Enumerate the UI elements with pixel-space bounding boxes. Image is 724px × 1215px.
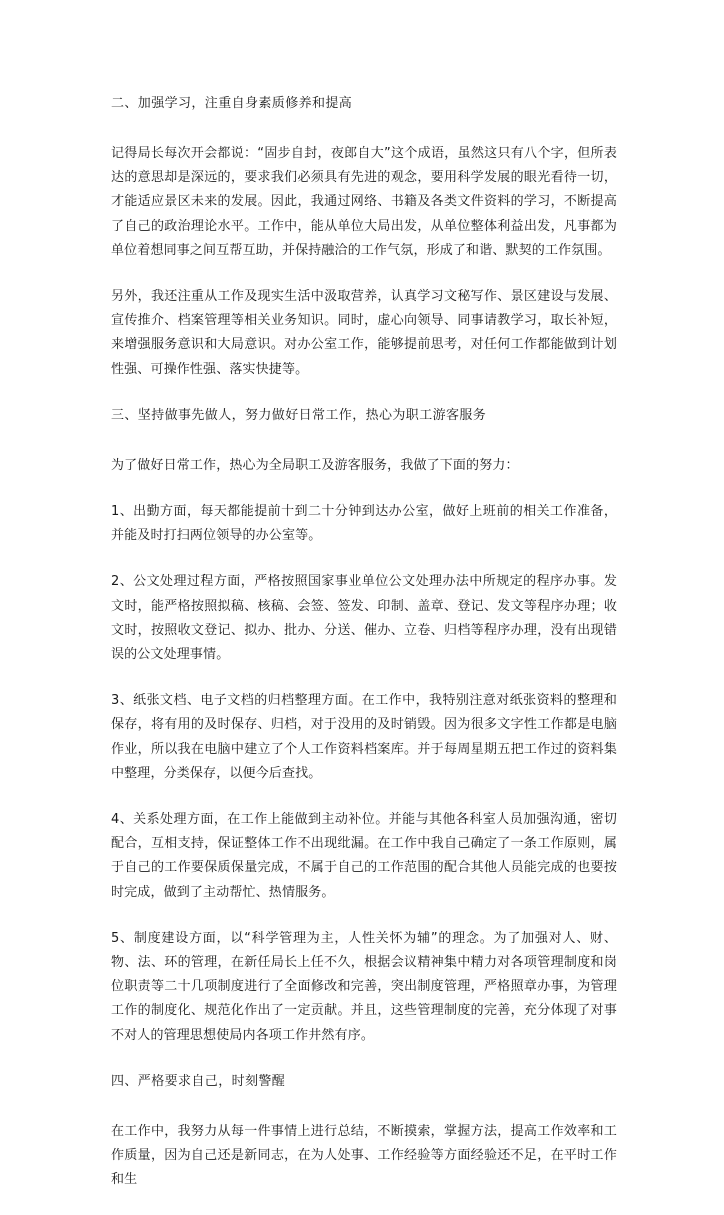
section-heading-2: 二、加强学习，注重自身素质修养和提高 xyxy=(111,96,353,111)
paragraph-knowledge: 另外，我还注重从工作及现实生活中汲取营养，认真学习文秘写作、景区建设与发展、宣传推介、档案管理等相关业务知识。同时，虚心向领导、同事请教学习，取长补短，来增强服务意识和大局意识。对办公室工作，能够提前思考，对任何工作都能做到计划性强、可操作性强、落实快捷等。 xyxy=(111,289,617,377)
section-heading-3: 三、坚持做事先做人，努力做好日常工作，热心为职工游客服务 xyxy=(111,407,487,423)
paragraph-intro-efforts: 为了做好日常工作，热心为全局职工及游客服务，我做了下面的努力： xyxy=(111,457,519,473)
list-item-document-handling: 2、公文处理过程方面，严格按照国家事业单位公文处理办法中所规定的程序办事。发文时，能严格按照拟稿、核稿、会签、签发、印制、盖章、登记、发文等程序办理；收文时，按照收文登记、拟办、批办、分送、催办、立卷、归档等程序办理，没有出现错误的公文处理事情。 xyxy=(111,574,617,663)
section-heading-4: 四、严格要求自己，时刻警醒 xyxy=(111,1073,286,1089)
paragraph-study: 记得局长每次开会都说：“固步自封，夜郎自大”这个成语，虽然这只有八个字，但所表达的意思却是深远的，要求我们必须具有先进的观念，要用科学发展的眼光看待一切，才能适应景区未来的发展。因此，我通过网络、书籍及各类文件资料的学习，不断提高了自己的政治理论水平。工作中，能从单位大局出发，从单位整体利益出发，凡事都为单位着想同事之间互帮互助，并保持融洽的工作气氛，形成了和谐、默契的工作氛围。 xyxy=(111,146,617,258)
list-item-attendance: 1、出勤方面，每天都能提前十到二十分钟到达办公室，做好上班前的相关工作准备，并能及时打扫两位领导的办公室等。 xyxy=(111,504,617,544)
list-item-relationships: 4、关系处理方面，在工作上能做到主动补位。并能与其他各科室人员加强沟通，密切配合，互相支持，保证整体工作不出现纰漏。在工作中我自己确定了一条工作原则，属于自己的工作要保质保量完成，不属于自己的工作范围的配合其他人员能完成的也要按时完成，做到了主动帮忙、热情服务。 xyxy=(111,812,617,900)
paragraph-self-discipline: 在工作中，我努力从每一件事情上进行总结，不断摸索，掌握方法，提高工作效率和工作质量，因为自己还是新同志，在为人处事、工作经验等方面经验还不足，在平时工作和生 xyxy=(111,1123,617,1188)
list-item-system-building: 5、制度建设方面，以“科学管理为主，人性关怀为辅”的理念。为了加强对人、财、物、法、环的管理，在新任局长上任不久，根据会议精神集中精力对各项管理制度和岗位职责等二十几项制度进行了全面修改和完善，突出制度管理，严格照章办事，为管理工作的制度化、规范化作出了一定贡献。并且，这些管理制度的完善，充分体现了对事不对人的管理思想使局内各项工作井然有序。 xyxy=(111,930,617,1043)
document-body xyxy=(111,92,617,1215)
list-item-archiving: 3、纸张文档、电子文档的归档整理方面。在工作中，我特别注意对纸张资料的整理和保存，将有用的及时保存、归档，对于没用的及时销毁。因为很多文字性工作都是电脑作业，所以我在电脑中建立了个人工作资料档案库。并于每周星期五把工作过的资料集中整理，分类保存，以便今后查找。 xyxy=(111,693,617,781)
